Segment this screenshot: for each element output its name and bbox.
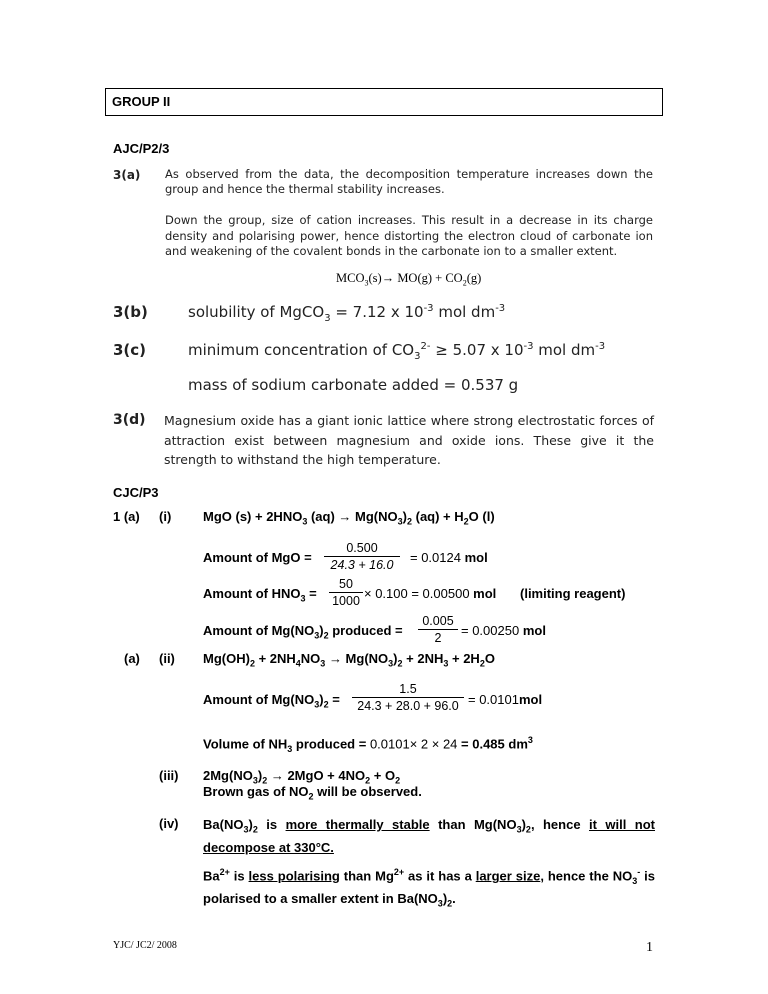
q3a-para2: Down the group, size of cation increases. This result in a decrease in its charge density and polarising power, hence distorting the electron cloud of carbonate ion and weakening of the covalent bonds in the carbonate ion to a smaller extent. [165,213,653,258]
section-header-box [105,88,663,116]
nh3-volume: Volume of $NH_3$ produced = 0.0101× 2 × 24 = 0.485 $dm^3$ [203,735,533,754]
q3a-number: 3(a) [113,168,141,182]
hno3-fraction: $\frac{50}{1000}$ [329,577,363,608]
q3c-line2: mass of sodium carbonate added = 0.537 g [188,376,519,394]
part-iv-para1: $Ba(NO_3)_2$ is more thermally stable than $Mg(NO_3)_2$, hence it will not decompose at 330°C. [203,817,656,855]
footer-left: YJC/ JC2/ 2008 [113,940,177,951]
q3d-number: 3(d) [113,412,146,428]
ii-amount-label: Amount of $Mg(NO_3)_2$ = [203,692,340,710]
mgo-result: = 0.0124 mol [410,550,488,565]
part-i-equation: MgO $(s) + 2HNO_3$ $(aq) \to Mg(NO_3)_2$ $(aq) + H_2O$ (l) [203,509,495,527]
part-i-number: (i) [159,509,172,524]
mgno3-result: = 0.00250 mol [461,623,546,638]
hno3-note: (limiting reagent) [520,586,626,601]
hno3-result: × 0.100 = 0.00500 mol [364,586,497,601]
cjc-label: CJC/P3 [113,485,159,500]
part-iii-observation: Brown gas of $NO_2$ will be observed. [203,784,422,802]
part-iii-equation: $2Mg(NO_3)_2 \to 2MgO + 4NO_2 + O_2$ [203,768,401,786]
q3d-text: Magnesium oxide has a giant ionic lattice where strong electrostatic forces of attraction exist between magnesium and oxide ions. These give it the strength to withstand the high temperature. [164,413,654,467]
mgno3-fraction: $\frac{0.005}{2}$ [418,614,458,645]
q3a-equation: $MCO_3(s)\to MO(g) + CO_2(g)$ [336,271,482,288]
ii-amount-fraction: $\frac{1.5}{24.3 + 28.0 + 96.0}$ [352,682,464,713]
q3b-number: 3(b) [113,303,148,321]
q1a-number: 1 (a) [113,509,140,524]
q3b-text: solubility of MgCO$_3$ = 7.12 x $10^{-3}$ mol $dm^{-3}$ [188,303,506,324]
ii-amount-result: = 0.0101mol [468,692,543,707]
part-a-label: (a) [124,651,140,666]
ajc-label: AJC/P2/3 [113,141,170,156]
q3c-line1: minimum concentration of $CO_3^{2-} \ge 5.07$ x $10^{-3}$ mol $dm^{-3}$ [188,341,606,362]
q3c-number: 3(c) [113,341,147,359]
q3a-para1: As observed from the data, the decomposition temperature increases down the group and hence the thermal stability increases. [165,167,653,196]
mgo-label: Amount of MgO = [203,550,312,565]
hno3-label: Amount of $HNO_3$ = [203,586,317,604]
mgno3-produced-label: Amount of $Mg(NO_3)_2$ produced = [203,623,403,641]
part-ii-equation: $Mg(OH)_2 + 2NH_4NO_3 \to Mg(NO_3)_2 + 2NH_3 + 2H_2O$ [203,651,495,669]
part-iv-number: (iv) [159,816,179,831]
mgo-fraction: $\frac{0.500}{24.3 + 16.0}$ [324,541,400,572]
part-iv-para2: $Ba^{2+}$ is less polarising than $Mg^{2+}$ as it has a larger size, hence the $NO_3^-$ is polarised to a smaller extent in $Ba(NO_3)_2$. [203,867,655,909]
part-iii-number: (iii) [159,768,179,783]
part-ii-number: (ii) [159,651,175,666]
page-number: 1 [646,940,653,955]
section-title: GROUP II [112,94,171,109]
